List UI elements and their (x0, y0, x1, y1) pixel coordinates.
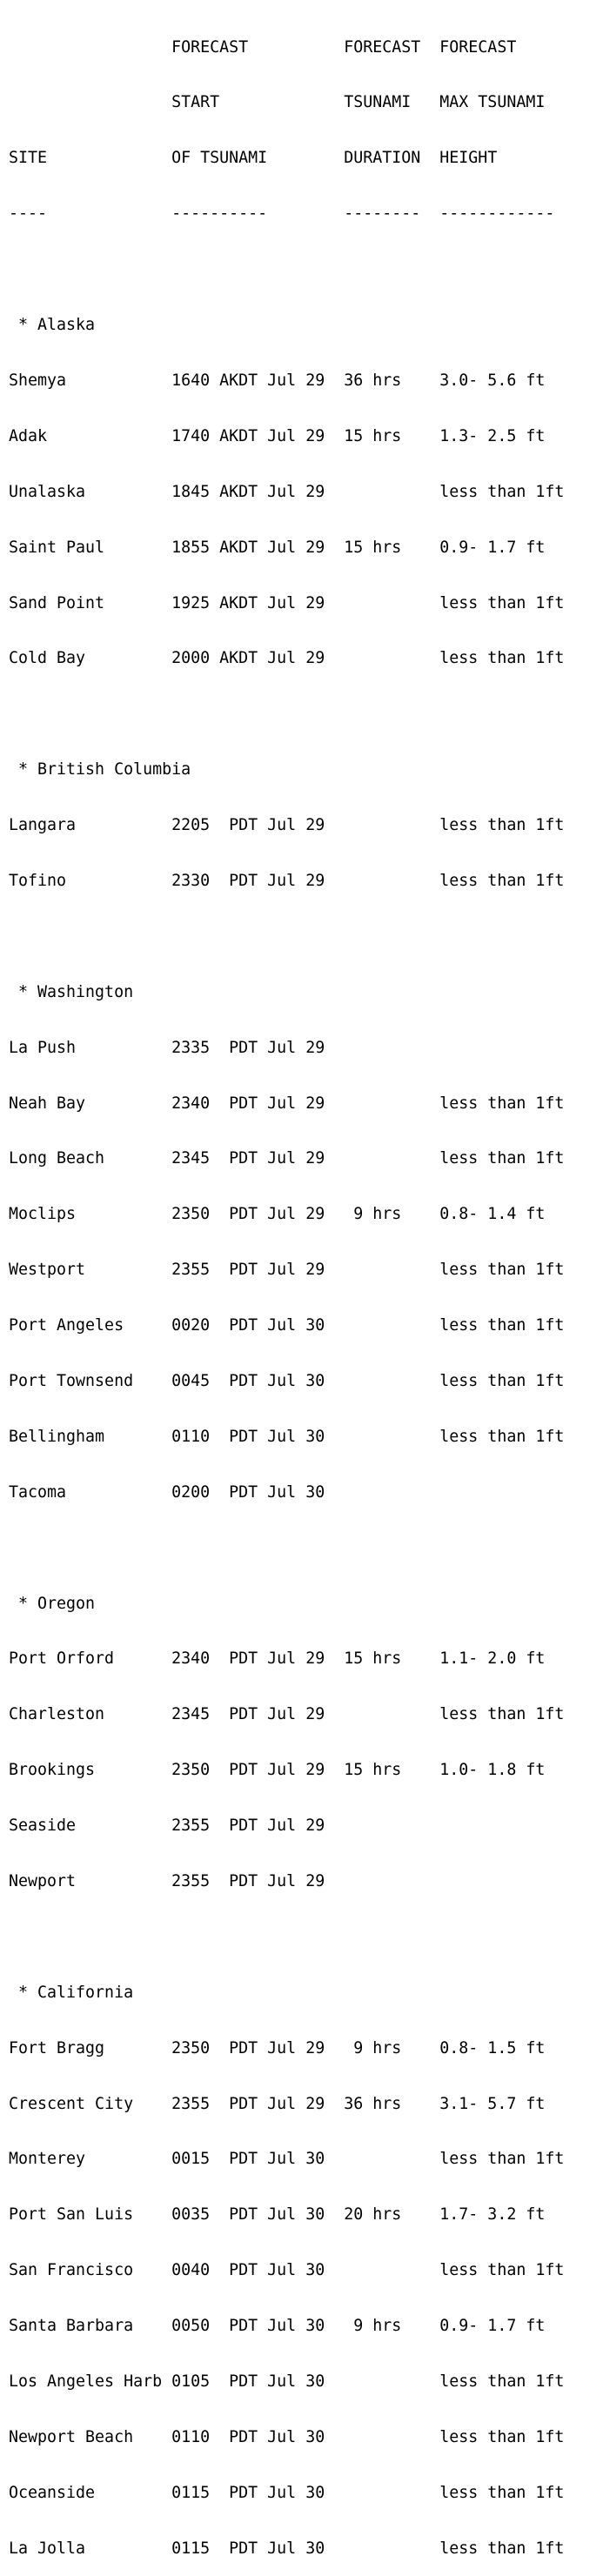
blank-line (9, 705, 564, 723)
table-row: Newport Beach 0110 PDT Jul 30 less than 1ft (9, 2427, 565, 2446)
table-row: Neah Bay 2340 PDT Jul 29 less than 1ft (9, 1094, 565, 1113)
table-row: Monterey 0015 PDT Jul 30 less than 1ft (9, 2150, 565, 2169)
header-line: SITE OF TSUNAMI DURATION HEIGHT (9, 149, 498, 168)
table-row: Tacoma 0200 PDT Jul 30 (9, 1482, 325, 1502)
table-row: Moclips 2350 PDT Jul 29 9 hrs 0.8- 1.4 ft (9, 1205, 546, 1224)
header-underline: ---- ---------- -------- ------------ (9, 204, 555, 224)
table-row: Bellingham 0110 PDT Jul 30 less than 1ft (9, 1427, 565, 1446)
table-row: Crescent City 2355 PDT Jul 29 36 hrs 3.1- 5.7 ft (9, 2094, 546, 2113)
table-row: Port San Luis 0035 PDT Jul 30 20 hrs 1.7- 3.2 ft (9, 2205, 546, 2225)
table-row: Los Angeles Harb 0105 PDT Jul 30 less than 1ft (9, 2372, 565, 2391)
section-heading-oregon: * Oregon (9, 1594, 96, 1613)
blank-line (9, 260, 564, 278)
table-row: Port Angeles 0020 PDT Jul 30 less than 1ft (9, 1316, 565, 1335)
blank-line (9, 1928, 564, 1946)
table-row: Cold Bay 2000 AKDT Jul 29 less than 1ft (9, 649, 565, 668)
table-row: Fort Bragg 2350 PDT Jul 29 9 hrs 0.8- 1.5 ft (9, 2038, 546, 2057)
table-row: Port Orford 2340 PDT Jul 29 15 hrs 1.1- 2.0 ft (9, 1649, 546, 1669)
table-row: Santa Barbara 0050 PDT Jul 30 9 hrs 0.9- 1.7 ft (9, 2317, 546, 2336)
table-row: Langara 2205 PDT Jul 29 less than 1ft (9, 816, 565, 835)
section-heading-british-columbia: * British Columbia (9, 760, 191, 779)
table-row: Shemya 1640 AKDT Jul 29 36 hrs 3.0- 5.6 ft (9, 371, 546, 390)
section-heading-washington: * Washington (9, 982, 134, 1001)
table-row: San Francisco 0040 PDT Jul 30 less than 1ft (9, 2261, 565, 2280)
table-row: Charleston 2345 PDT Jul 29 less than 1ft (9, 1705, 565, 1724)
section-heading-alaska: * Alaska (9, 316, 96, 335)
table-row: Port Townsend 0045 PDT Jul 30 less than 1ft (9, 1371, 565, 1390)
table-row: Adak 1740 AKDT Jul 29 15 hrs 1.3- 2.5 ft (9, 426, 546, 445)
table-row: Unalaska 1845 AKDT Jul 29 less than 1ft (9, 482, 565, 501)
table-row: Saint Paul 1855 AKDT Jul 29 15 hrs 0.9- 1.7 ft (9, 538, 546, 557)
section-heading-california: * California (9, 1983, 134, 2002)
table-row: Tofino 2330 PDT Jul 29 less than 1ft (9, 871, 565, 890)
blank-line (9, 927, 564, 946)
table-row: La Jolla 0115 PDT Jul 30 less than 1ft (9, 2539, 565, 2558)
table-row: Sand Point 1925 AKDT Jul 29 less than 1ft (9, 593, 565, 612)
blank-line (9, 1539, 564, 1557)
table-row: La Push 2335 PDT Jul 29 (9, 1038, 325, 1057)
table-row: Westport 2355 PDT Jul 29 less than 1ft (9, 1261, 565, 1280)
header-line: START TSUNAMI MAX TSUNAMI (9, 93, 546, 112)
table-row: Seaside 2355 PDT Jul 29 (9, 1817, 325, 1836)
table-row: Brookings 2350 PDT Jul 29 15 hrs 1.0- 1.8 ft (9, 1761, 546, 1780)
table-row: Long Beach 2345 PDT Jul 29 less than 1ft (9, 1149, 565, 1168)
table-row: Oceanside 0115 PDT Jul 30 less than 1ft (9, 2483, 565, 2502)
tsunami-forecast-table (9, 1, 564, 2576)
table-row: Newport 2355 PDT Jul 29 (9, 1871, 325, 1890)
header-line: FORECAST FORECAST FORECAST (9, 37, 517, 57)
